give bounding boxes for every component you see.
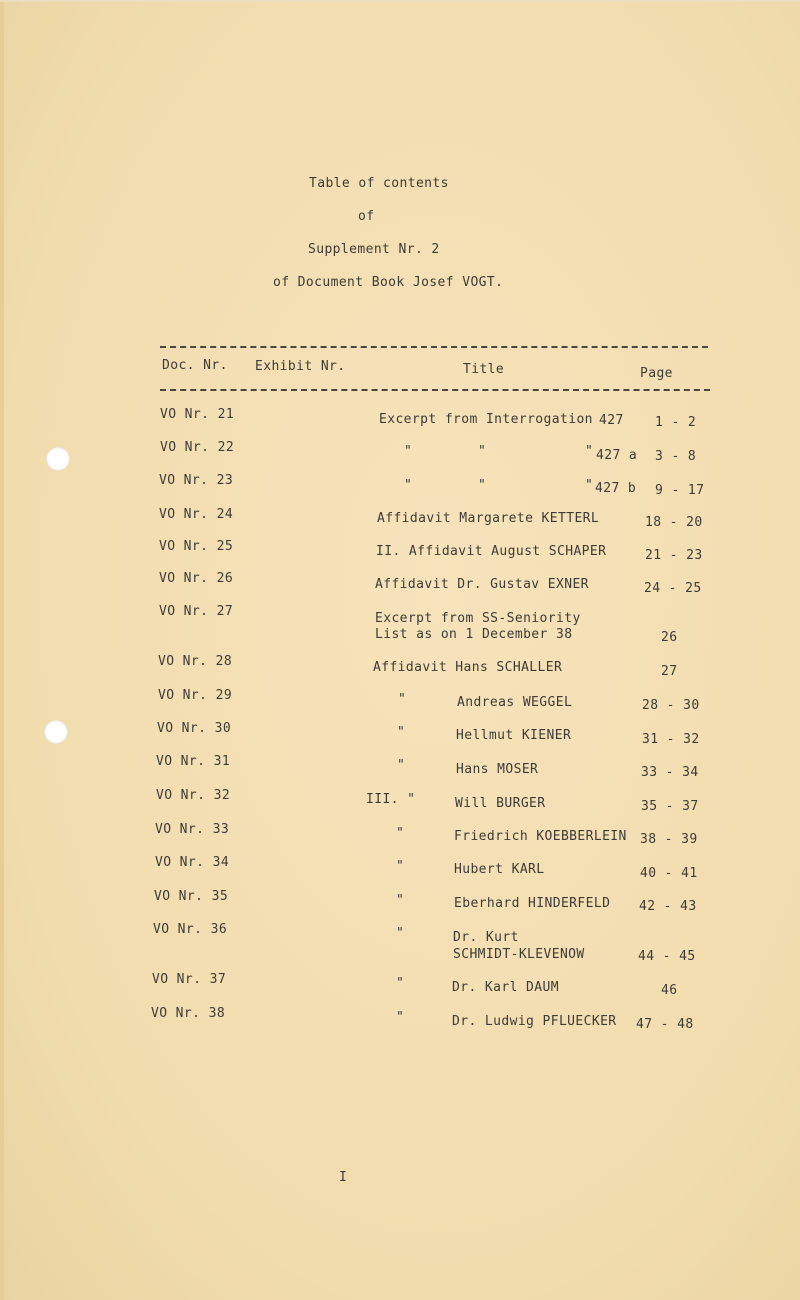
ditto: " " " — [404, 444, 594, 459]
paper-edge — [0, 0, 4, 1300]
heading-supplement: Supplement Nr. 2 — [308, 242, 440, 257]
page: 38 - 39 — [640, 832, 698, 847]
doc-nr: VO Nr. 38 — [151, 1006, 226, 1021]
doc-nr: VO Nr. 29 — [158, 688, 233, 703]
doc-nr: VO Nr. 32 — [156, 788, 231, 803]
title: Will BURGER — [455, 796, 546, 811]
page: 21 - 23 — [645, 548, 703, 563]
title: Affidavit Hans SCHALLER — [373, 660, 563, 675]
doc-nr: VO Nr. 30 — [157, 721, 232, 736]
title: Eberhard HINDERFELD — [454, 896, 611, 911]
page: 46 — [661, 983, 678, 998]
ref: 427 a — [596, 448, 638, 463]
page: 1 - 2 — [655, 415, 697, 430]
doc-nr: VO Nr. 24 — [159, 507, 234, 522]
title: Hans MOSER — [456, 762, 539, 777]
title: Hellmut KIENER — [456, 728, 572, 743]
page: 26 — [661, 630, 678, 645]
heading-document-book: of Document Book Josef VOGT. — [273, 275, 504, 290]
doc-nr: VO Nr. 34 — [155, 855, 230, 870]
doc-nr: VO Nr. 25 — [159, 539, 234, 554]
ditto: " — [397, 725, 406, 740]
page: 3 - 8 — [655, 449, 697, 464]
title-continued: List as on 1 December 38 — [375, 627, 573, 642]
page: 28 - 30 — [642, 698, 700, 713]
page: 24 - 25 — [644, 581, 702, 596]
page: 9 - 17 — [655, 483, 705, 498]
paper-edge-top — [0, 0, 800, 2]
page: 44 - 45 — [638, 949, 696, 964]
title: Andreas WEGGEL — [457, 695, 573, 710]
doc-nr: VO Nr. 23 — [159, 473, 234, 488]
divider-bottom — [160, 389, 710, 391]
column-header-doc-nr: Doc. Nr. — [162, 358, 228, 373]
doc-nr: VO Nr. 37 — [152, 972, 227, 987]
ditto: III. " — [366, 792, 416, 807]
heading-title: Table of contents — [309, 176, 449, 191]
page: 31 - 32 — [642, 732, 700, 747]
column-header-title: Title — [463, 362, 505, 377]
page: 27 — [661, 664, 678, 679]
doc-nr: VO Nr. 31 — [156, 754, 231, 769]
title: Friedrich KOEBBERLEIN — [454, 829, 627, 844]
title: Affidavit Dr. Gustav EXNER — [375, 577, 589, 592]
title: Dr. Kurt — [453, 930, 519, 945]
punch-hole-lower — [44, 720, 68, 744]
ref: 427 b — [595, 481, 637, 496]
title: Dr. Ludwig PFLUECKER — [452, 1014, 617, 1029]
ditto: " — [396, 893, 405, 908]
doc-nr: VO Nr. 36 — [153, 922, 228, 937]
title: II. Affidavit August SCHAPER — [376, 544, 607, 559]
doc-nr: VO Nr. 21 — [160, 407, 235, 422]
page: 42 - 43 — [639, 899, 697, 914]
ref: 427 — [599, 413, 624, 428]
title: Dr. Karl DAUM — [452, 980, 559, 995]
ditto: " — [396, 826, 405, 841]
ditto: " — [396, 926, 405, 941]
doc-nr: VO Nr. 26 — [159, 571, 234, 586]
page-number: I — [339, 1170, 348, 1185]
title: Excerpt from Interrogation — [379, 412, 593, 427]
doc-nr: VO Nr. 28 — [158, 654, 233, 669]
doc-nr: VO Nr. 35 — [154, 889, 229, 904]
title-continued: SCHMIDT-KLEVENOW — [453, 947, 585, 962]
page: 33 - 34 — [641, 765, 699, 780]
title: Hubert KARL — [454, 862, 545, 877]
punch-hole-upper — [46, 447, 70, 471]
doc-nr: VO Nr. 22 — [160, 440, 235, 455]
page: 18 - 20 — [645, 515, 703, 530]
doc-nr: VO Nr. 27 — [159, 604, 234, 619]
divider-top — [160, 346, 708, 348]
column-header-exhibit-nr: Exhibit Nr. — [255, 359, 346, 374]
column-header-page: Page — [640, 366, 673, 381]
page: 47 - 48 — [636, 1017, 694, 1032]
title: Excerpt from SS-Seniority — [375, 611, 581, 626]
ditto: " — [398, 692, 407, 707]
ditto: " — [396, 1010, 405, 1025]
page: 35 - 37 — [641, 799, 699, 814]
doc-nr: VO Nr. 33 — [155, 822, 230, 837]
page: 40 - 41 — [640, 866, 698, 881]
ditto: " — [396, 976, 405, 991]
ditto: " " " — [404, 478, 594, 493]
ditto: " — [396, 859, 405, 874]
ditto: " — [397, 758, 406, 773]
heading-of: of — [358, 209, 375, 224]
title: Affidavit Margarete KETTERL — [377, 511, 600, 526]
